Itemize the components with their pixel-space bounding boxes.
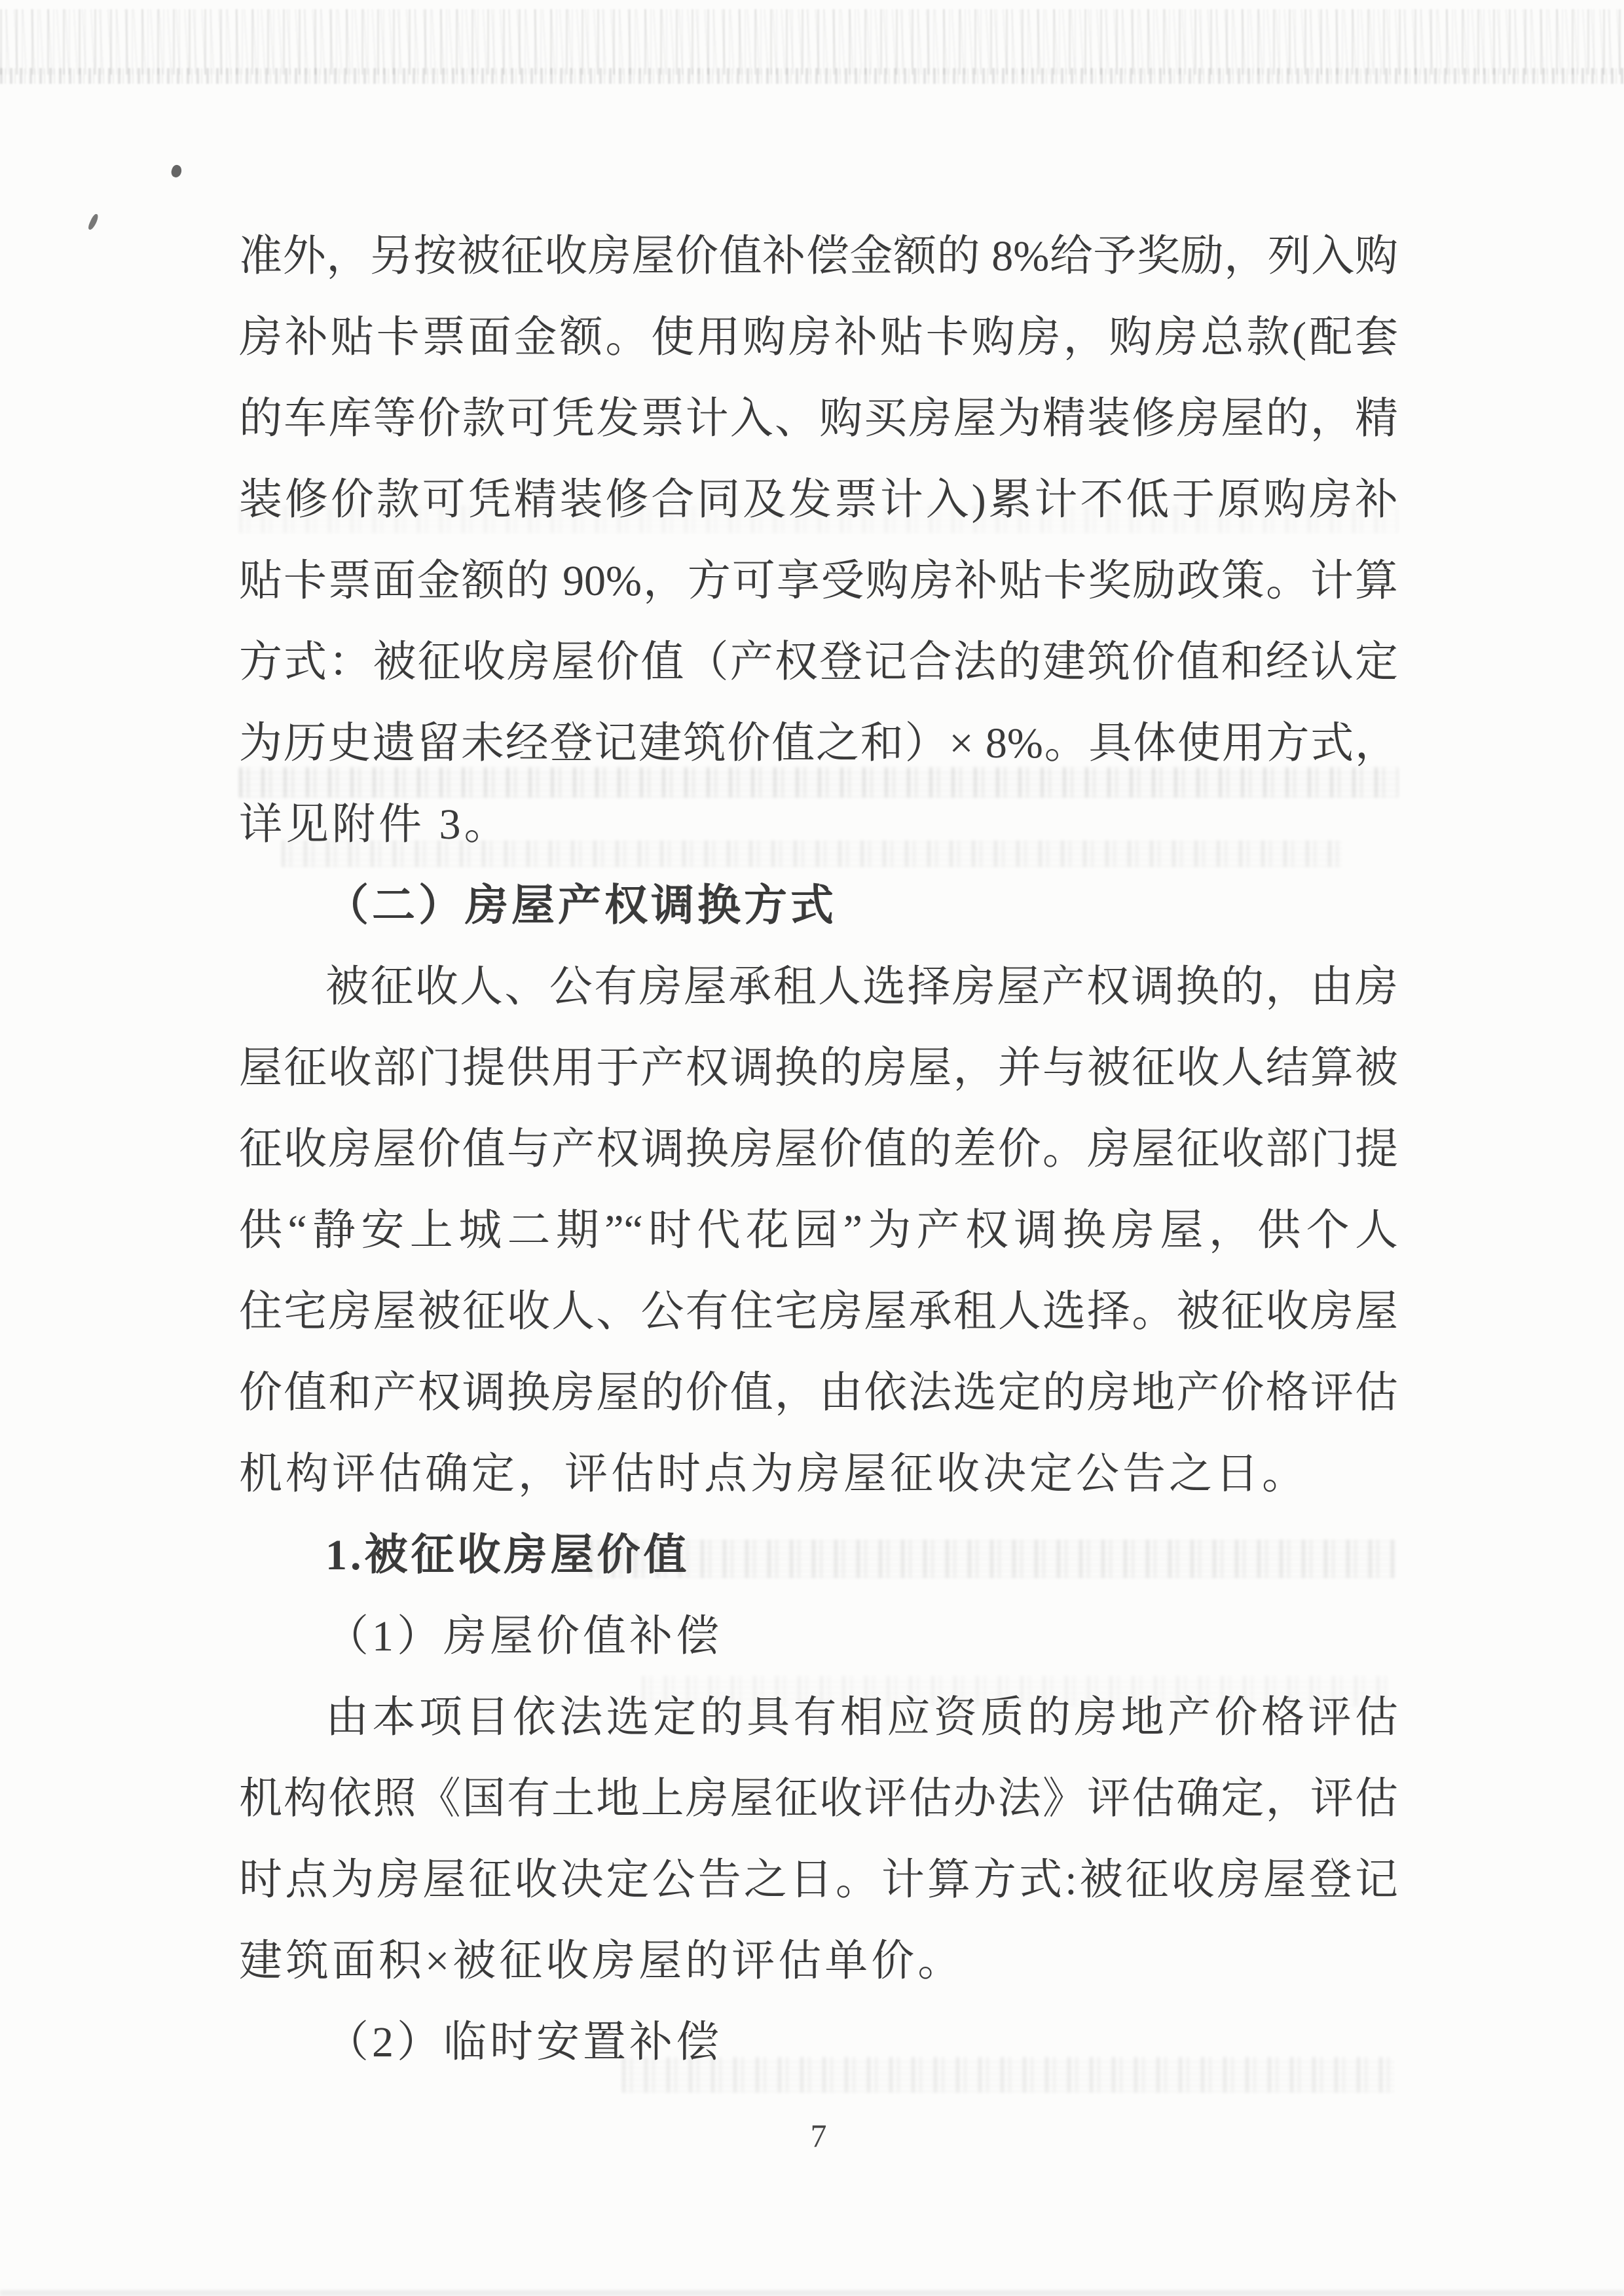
- text-line: 价值和产权调换房屋的价值，由依法选定的房地产价格评估: [239, 1369, 1398, 1417]
- text-line: 由本项目依法选定的具有相应资质的房地产价格评估: [325, 1694, 1398, 1741]
- text-line: 被征收人、公有房屋承租人选择房屋产权调换的，由房: [325, 963, 1398, 1011]
- text-line: 贴卡票面金额的 90%，方可享受购房补贴卡奖励政策。计算: [239, 557, 1398, 605]
- scan-noise-band: [0, 9, 1624, 75]
- scan-speck-dot: [170, 164, 183, 179]
- text-line: 供“静安上城二期”“时代花园”为产权调换房屋，供个人: [239, 1207, 1398, 1254]
- text-line: 1.被征收房屋价值: [325, 1531, 690, 1579]
- text-line: 装修价款可凭精装修合同及发票计入)累计不低于原购房补: [239, 476, 1398, 524]
- body-text: [239, 216, 1398, 2083]
- text-line: 住宅房屋被征收人、公有住宅房屋承租人选择。被征收房屋: [239, 1288, 1398, 1336]
- text-line: 时点为房屋征收决定公告之日。计算方式:被征收房屋登记: [239, 1856, 1398, 1904]
- text-line: 准外，另按被征收房屋价值补偿金额的 8%给予奖励，列入购: [239, 232, 1398, 280]
- text-line: 机构评估确定，评估时点为房屋征收决定公告之日。: [239, 1450, 1308, 1498]
- text-line: 机构依照《国有土地上房屋征收评估办法》评估确定，评估: [239, 1775, 1398, 1823]
- text-line: 征收房屋价值与产权调换房屋价值的差价。房屋征收部门提: [239, 1125, 1398, 1173]
- scan-noise-line: [0, 68, 1624, 84]
- scan-speck-tick: [87, 213, 100, 230]
- text-line: 建筑面积×被征收房屋的评估单价。: [239, 1937, 965, 1985]
- text-line: （1）房屋价值补偿: [325, 1613, 722, 1660]
- scan-edge-shadow: [0, 2290, 1624, 2296]
- text-line: 屋征收部门提供用于产权调换的房屋，并与被征收人结算被: [239, 1044, 1398, 1092]
- text-line: 方式：被征收房屋价值（产权登记合法的建筑价值和经认定: [239, 638, 1398, 686]
- text-line: 详见附件 3。: [239, 801, 511, 848]
- text-line: （二）房屋产权调换方式: [325, 882, 837, 930]
- text-line: 房补贴卡票面金额。使用购房补贴卡购房，购房总款(配套: [239, 314, 1398, 361]
- page-number: 7: [810, 2117, 827, 2154]
- text-line: 为历史遗留未经登记建筑价值之和）× 8%。具体使用方式，: [239, 720, 1398, 767]
- text-line: （2）临时安置补偿: [325, 2018, 722, 2066]
- text-line: 的车库等价款可凭发票计入、购买房屋为精装修房屋的，精: [239, 395, 1398, 443]
